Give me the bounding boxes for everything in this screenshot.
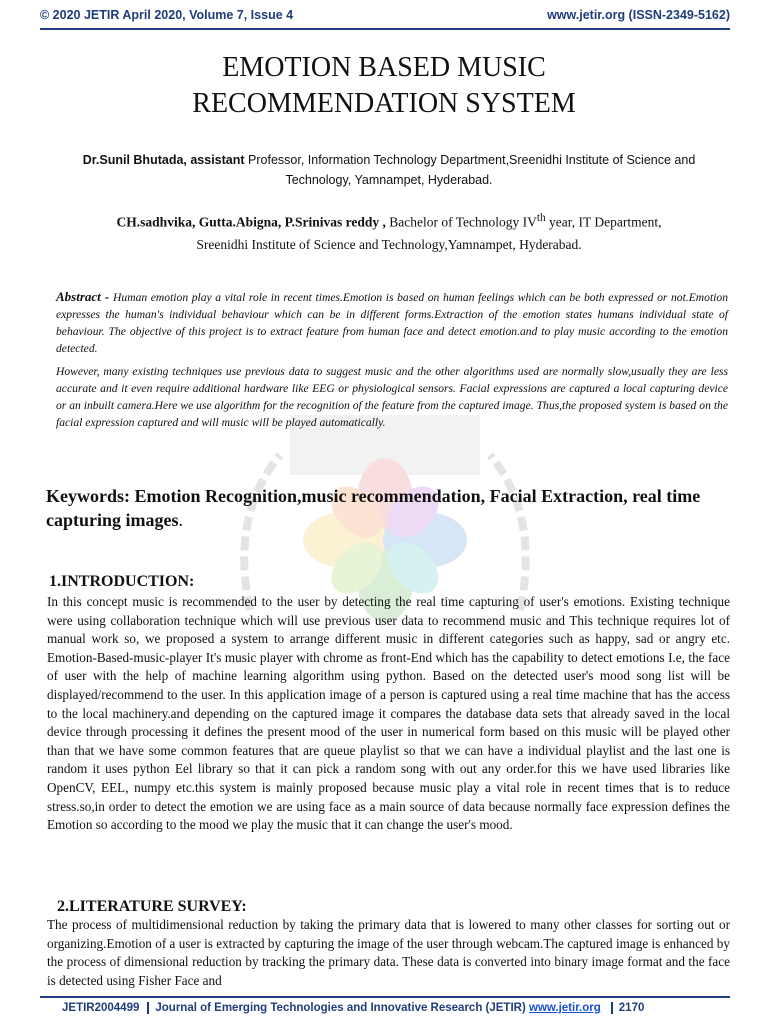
footer-journal-name: Journal of Emerging Technologies and Innovative Research (JETIR) <box>155 1002 529 1014</box>
section-heading-introduction: 1.INTRODUCTION: <box>49 573 195 590</box>
section-heading-literature-survey: 2.LITERATURE SURVEY: <box>57 898 247 915</box>
running-header <box>40 8 730 22</box>
title-line-1: EMOTION BASED MUSIC <box>222 52 546 83</box>
abstract-text-1: Human emotion play a vital role in recent times.Emotion is based on human feelings which can be both expressed or not.Emotion expresses the human's individual behaviour which can be in different forms.Extraction of the emotion states humans individual state of behaviour. The objective of this project is to extract feature from human face and detect emotion.and to play music according to the emotion detected. <box>56 291 728 355</box>
co-author-affiliation: Sreenidhi Institute of Science and Technology,Yamnampet, Hyderabad. <box>196 236 582 252</box>
header-divider <box>40 28 730 30</box>
footer-divider <box>40 996 730 998</box>
abstract-label: Abstract - <box>56 289 114 304</box>
running-footer <box>40 1002 730 1014</box>
co-author-degree-sup: th <box>536 212 546 224</box>
primary-author-name: Dr.Sunil Bhutada, assistant <box>82 153 245 167</box>
abstract-paragraph-2: However, many existing techniques use previous data to suggest music and the other algorithms used are normally slow,usually they are less accurate and it even require additional hardware like EEG or physiological sensors. Facial expressions are captured a local capturing device or an inbuilt camera.Here we use algorithm for the recognition of the feature from the captured image. Thus,the proposed system is based on the facial expression captured and will music will be played automatically. <box>56 365 728 429</box>
paper-title <box>0 50 768 122</box>
header-journal-issue: © 2020 JETIR April 2020, Volume 7, Issue 4 <box>40 8 294 22</box>
literature-survey-body: The process of multidimensional reduction by taking the primary data that is lowered to many other classes for sorting out or organizing.Emotion of a user is extracted by capturing the image of the user through webcam.The captured image is enhanced by the process of dimensional reduction by tracking the primary data. These data is converted into binary image format and the face is detected using Fisher Face and <box>47 917 730 988</box>
co-author-degree: Bachelor of Technology IV <box>385 214 537 230</box>
co-author-names: CH.sadhvika, Gutta.Abigna, P.Srinivas reddy , <box>116 214 386 230</box>
keywords-text: Keywords: Emotion Recognition,music recommendation, Facial Extraction, real time capturing images <box>46 486 701 530</box>
footer-paper-id: JETIR2004499 <box>62 1002 140 1014</box>
header-website: www.jetir.org (ISSN-2349-5162) <box>547 8 730 22</box>
abstract <box>56 288 728 437</box>
footer-journal <box>147 1002 606 1014</box>
co-author-year-dept: year, IT Department, <box>545 214 662 230</box>
title-line-2: RECOMMENDATION SYSTEM <box>192 88 576 119</box>
abstract-paragraph-1 <box>56 288 728 357</box>
primary-author-affiliation: Professor, Information Technology Department,Sreenidhi Institute of Science and Technology, Yamnampet, Hyderabad. <box>244 153 696 187</box>
footer-page-number: 2170 <box>611 1002 651 1014</box>
keywords <box>46 484 728 532</box>
co-author-block <box>60 207 718 256</box>
footer-website-link[interactable]: www.jetir.org <box>529 1002 601 1014</box>
primary-author-block <box>60 150 718 190</box>
introduction-body: In this concept music is recommended to the user by detecting the real time capturing of user's emotions. Existing technique were using collaboration technique which will use previous user data to recommend music and This technique requires lot of manual work so, we proposed a system to arrange different music in different categories such as happy, sad or angry etc. Emotion-Based-music-player It's music player with chrome as front-End which has the capability to detect emotions I.e, the face of user with the help of machine learning algorithm using python. Based on the detected user's mood song list will be displayed/recommend to the user. In this application image of a person is captured using a real time machine that has the access to the local machinery.and depending on the captured image it compares the database data sets that already saved in the local device through processing it defines the present mood of the user in numerical form based on this music will be played other than that we have some common features that are queue playlist so that we can have a individual playlist and the last one is random it uses python Eel library so that it can pick a random song with out any order.for this we have used libraries like OpenCV, EEL, numpy etc.this system is mainly proposed because music play a vital role in recent times that is to reduce stress.so,in order to detect the emotion we are using face as a main source of data because normally face expression defines the Emotion so according to the mood we play the music that it can change the user's mood. <box>47 594 730 833</box>
keywords-end: . <box>178 510 183 530</box>
